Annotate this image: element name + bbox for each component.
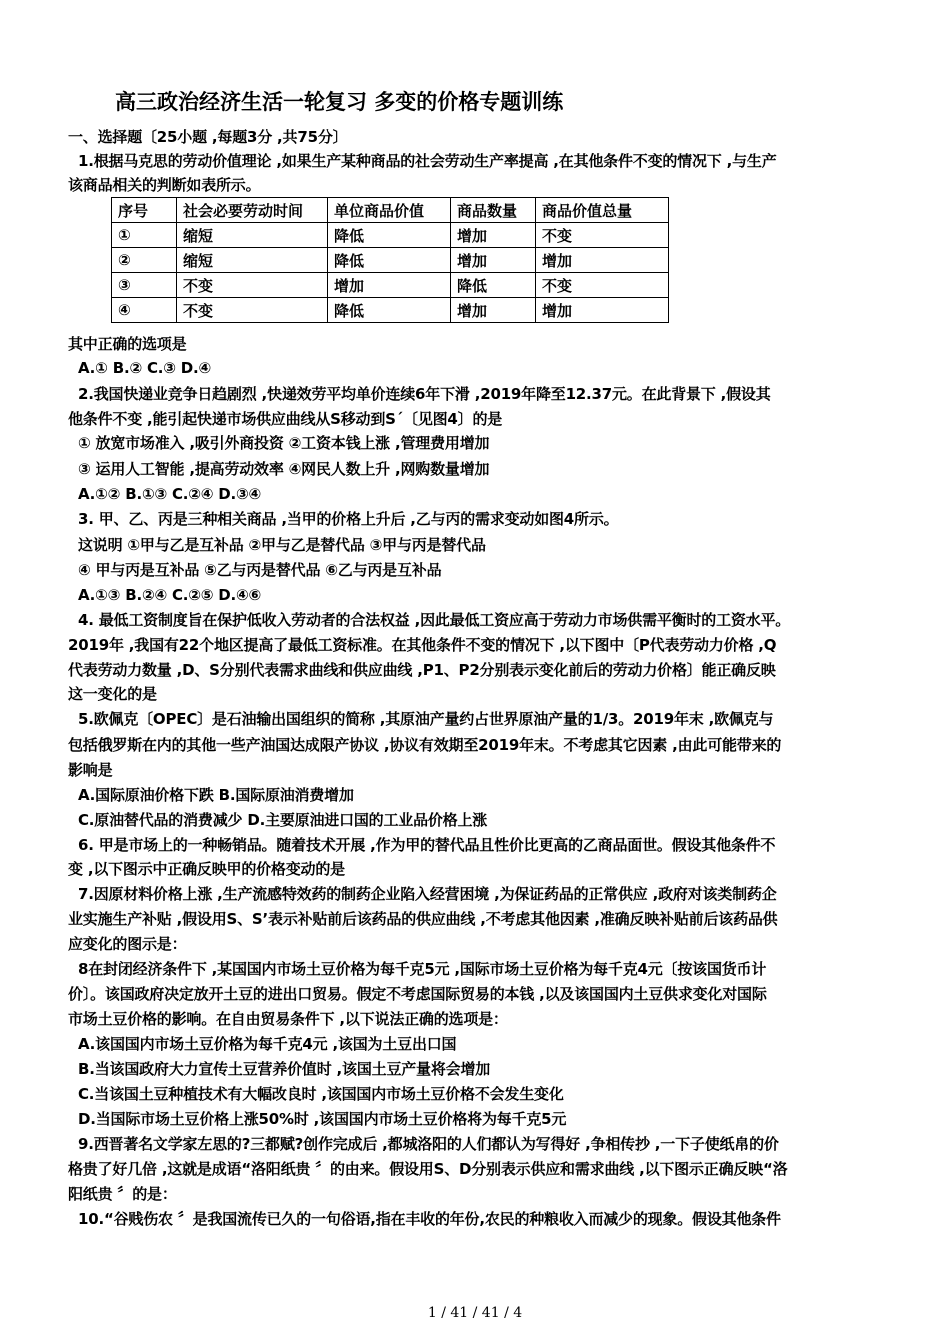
table-cell: 不变 <box>536 223 669 248</box>
q7-stem-line: 业实施生产补贴 ,假设用S、S’表示补贴前后该药品的供应曲线 ,不考虑其他因素 ,准确反映补贴前后该药品供 <box>68 910 778 928</box>
table-cell: ② <box>112 248 177 273</box>
q3-item-line: ④ 甲与丙是互补品 ⑤乙与丙是替代品 ⑥乙与丙是互补品 <box>78 561 442 579</box>
q8-stem-line: 价〕。该国政府决定放开土豆的进出口贸易。假定不考虑国际贸易的本钱 ,以及该国国内土豆供求变化对国际 <box>68 985 767 1003</box>
q5-stem-line: 影响是 <box>68 761 113 779</box>
page-footer: 1 / 41 / 41 / 4 <box>427 1305 523 1321</box>
table-cell: ④ <box>112 298 177 323</box>
q3-item-line: 这说明 ①甲与乙是互补品 ②甲与乙是替代品 ③甲与丙是替代品 <box>78 536 486 554</box>
table-header-cell: 单位商品价值 <box>328 198 451 223</box>
q10-stem-line: 10.“谷贱伤农 〞是我国流传已久的一句俗语,指在丰收的年份,农民的种粮收入而减少的现象。假设其他条件 <box>78 1210 781 1228</box>
table-row <box>112 298 669 323</box>
table-cell: 增加 <box>451 248 536 273</box>
q2-item-line: ① 放宽市场准入 ,吸引外商投资 ②工资本钱上涨 ,管理费用增加 <box>78 434 490 452</box>
q5-option-line: A.国际原油价格下跌 B.国际原油消费增加 <box>78 786 354 804</box>
q3-options: A.①③ B.②④ C.②⑤ D.④⑥ <box>78 586 262 604</box>
q2-stem-line: 2.我国快递业竞争日趋剧烈 ,快递效劳平均单价连续6年下滑 ,2019年降至12.37元。在此背景下 ,假设其 <box>78 385 771 403</box>
q6-stem-line: 6. 甲是市场上的一种畅销品。随着技术开展 ,作为甲的替代品且性价比更高的乙商品面世。假设其他条件不 <box>78 836 776 854</box>
table-cell: 降低 <box>328 223 451 248</box>
q4-stem-line: 4. 最低工资制度旨在保护低收入劳动者的合法权益 ,因此最低工资应高于劳动力市场供需平衡时的工资水平。 <box>78 611 791 629</box>
table-cell: 不变 <box>536 273 669 298</box>
q8-option-line: B.当该国政府大力宣传土豆营养价值时 ,该国土豆产量将会增加 <box>78 1060 491 1078</box>
q1-table <box>111 197 669 323</box>
table-cell: 增加 <box>328 273 451 298</box>
table-cell: 增加 <box>536 248 669 273</box>
q2-options: A.①② B.①③ C.②④ D.③④ <box>78 485 262 503</box>
q4-stem-line: 代表劳动力数量 ,D、S分别代表需求曲线和供应曲线 ,P1、P2分别表示变化前后的劳动力价格〕能正确反映 <box>68 661 776 679</box>
q2-item-line: ③ 运用人工智能 ,提高劳动效率 ④网民人数上升 ,网购数量增加 <box>78 460 490 478</box>
q1-options: A.① B.② C.③ D.④ <box>78 359 212 377</box>
page-title: 高三政治经济生活一轮复习 多变的价格专题训练 <box>115 90 564 114</box>
q4-stem-line: 2019年 ,我国有22个地区提高了最低工资标准。在其他条件不变的情况下 ,以下图中〔P代表劳动力价格 ,Q <box>68 636 777 654</box>
q9-stem-line: 格贵了好几倍 ,这就是成语“洛阳纸贵 〞的由来。假设用S、D分别表示供应和需求曲线 ,以下图示正确反映“洛 <box>68 1160 788 1178</box>
q8-option-line: D.当国际市场土豆价格上涨50%时 ,该国国内市场土豆价格将为每千克5元 <box>78 1110 567 1128</box>
q3-stem-line: 3. 甲、乙、丙是三种相关商品 ,当甲的价格上升后 ,乙与丙的需求变动如图4所示。 <box>78 510 619 528</box>
table-cell: ① <box>112 223 177 248</box>
table-row <box>112 248 669 273</box>
table-cell: 降低 <box>328 248 451 273</box>
table-cell: 缩短 <box>177 248 328 273</box>
table-header-cell: 序号 <box>112 198 177 223</box>
table-cell: 增加 <box>451 223 536 248</box>
q8-option-line: A.该国国内市场土豆价格为每千克4元 ,该国为土豆出口国 <box>78 1035 457 1053</box>
q1-stem-line: 该商品相关的判断如表所示。 <box>68 176 261 194</box>
q6-stem-line: 变 ,以下图示中正确反映甲的价格变动的是 <box>68 860 345 878</box>
table-header-cell: 商品数量 <box>451 198 536 223</box>
table-row <box>112 273 669 298</box>
table-header-row <box>112 198 669 223</box>
q9-stem-line: 阳纸贵 〞的是： <box>68 1185 177 1203</box>
table-cell: 增加 <box>536 298 669 323</box>
table-cell: 不变 <box>177 273 328 298</box>
q8-stem-line: 市场土豆价格的影响。在自由贸易条件下 ,以下说法正确的选项是： <box>68 1010 508 1028</box>
table-cell: 不变 <box>177 298 328 323</box>
q1-stem-line: 1.根据马克思的劳动价值理论 ,如果生产某种商品的社会劳动生产率提高 ,在其他条件不变的情况下 ,与生产 <box>78 152 777 170</box>
q9-stem-line: 9.西晋著名文学家左思的?三都赋?创作完成后 ,都城洛阳的人们都认为写得好 ,争相传抄 ,一下子使纸帛的价 <box>78 1135 779 1153</box>
q5-stem-line: 5.欧佩克〔OPEC〕是石油输出国组织的简称 ,其原油产量约占世界原油产量的1/3。2019年末 ,欧佩克与 <box>78 710 774 728</box>
q7-stem-line: 应变化的图示是： <box>68 935 187 953</box>
table-header-cell: 商品价值总量 <box>536 198 669 223</box>
q4-stem-line: 这一变化的是 <box>68 685 157 703</box>
table-cell: 缩短 <box>177 223 328 248</box>
table-cell: 降低 <box>451 273 536 298</box>
table-header-cell: 社会必要劳动时间 <box>177 198 328 223</box>
q8-option-line: C.当该国土豆种植技术有大幅改良时 ,该国国内市场土豆价格不会发生变化 <box>78 1085 564 1103</box>
table-cell: ③ <box>112 273 177 298</box>
table-row <box>112 223 669 248</box>
q8-stem-line: 8在封闭经济条件下 ,某国国内市场土豆价格为每千克5元 ,国际市场土豆价格为每千克4元〔按该国货币计 <box>78 960 767 978</box>
q5-option-line: C.原油替代品的消费减少 D.主要原油进口国的工业品价格上涨 <box>78 811 488 829</box>
table-cell: 降低 <box>328 298 451 323</box>
section-heading: 一、选择题〔25小题 ,每题3分 ,共75分〕 <box>68 128 348 146</box>
q7-stem-line: 7.因原材料价格上涨 ,生产流感特效药的制药企业陷入经营困境 ,为保证药品的正常供应 ,政府对该类制药企 <box>78 885 777 903</box>
q5-stem-line: 包括俄罗斯在内的其他一些产油国达成限产协议 ,协议有效期至2019年末。不考虑其它因素 ,由此可能带来的 <box>68 736 782 754</box>
q2-stem-line: 他条件不变 ,能引起快递市场供应曲线从S移动到S´〔见图4〕的是 <box>68 410 503 428</box>
table-cell: 增加 <box>451 298 536 323</box>
q1-ask: 其中正确的选项是 <box>68 335 187 353</box>
